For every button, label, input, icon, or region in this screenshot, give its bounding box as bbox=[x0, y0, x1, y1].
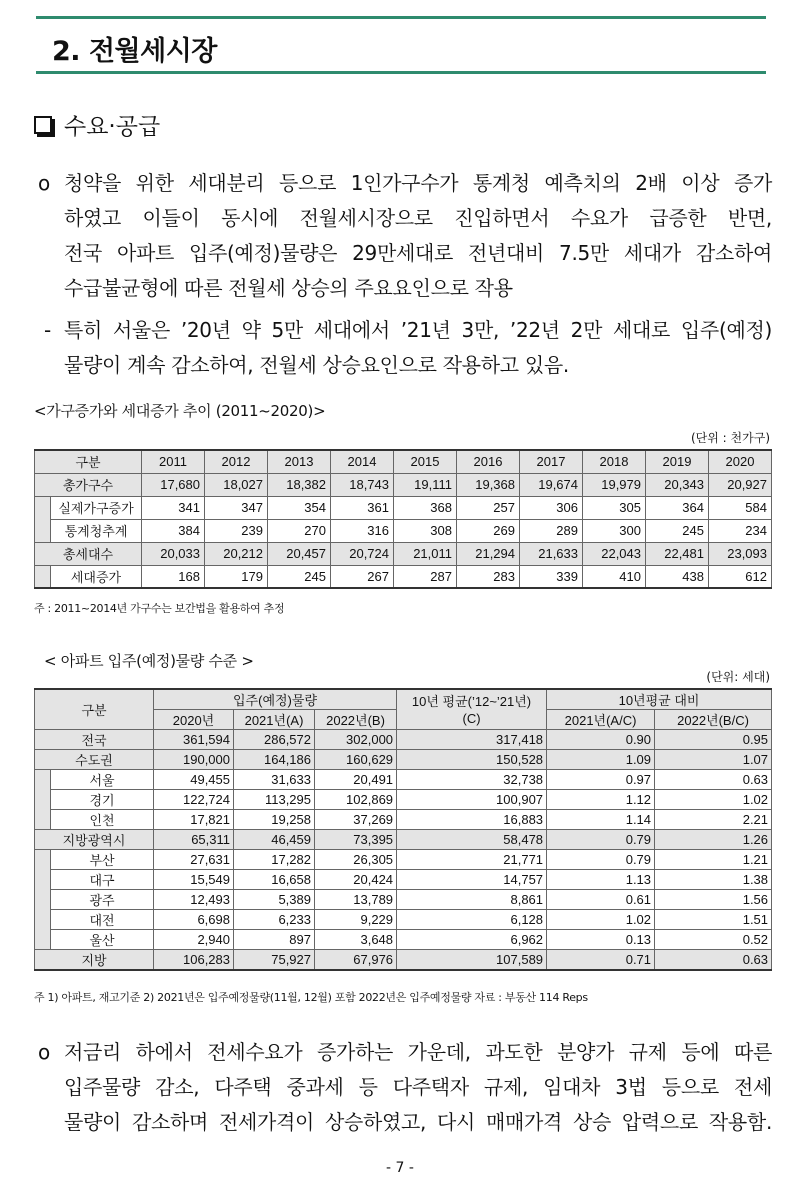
indent-cell bbox=[35, 496, 51, 519]
value-cell: 283 bbox=[457, 565, 520, 588]
table-row bbox=[35, 870, 772, 890]
value-cell: 102,869 bbox=[315, 790, 397, 810]
indent-cell bbox=[35, 890, 51, 910]
row-label: 부산 bbox=[51, 850, 154, 870]
value-cell: 300 bbox=[583, 519, 646, 542]
indent-cell bbox=[35, 850, 51, 870]
indent-cell bbox=[35, 910, 51, 930]
value-cell: 384 bbox=[142, 519, 205, 542]
table2-note: 주 1) 아파트, 재고기준 2) 2021년은 입주예정물량(11월, 12월) 포함 2022년은 입주예정물량 자료 : 부동산 114 Reps bbox=[34, 991, 588, 1004]
value-cell: 18,382 bbox=[268, 473, 331, 496]
table1-caption: <가구증가와 세대증가 추이 (2011~2020)> bbox=[34, 402, 326, 420]
value-cell: 21,294 bbox=[457, 542, 520, 565]
header-cell: 2017 bbox=[520, 450, 583, 473]
indent-cell bbox=[35, 930, 51, 950]
value-cell: 1.21 bbox=[655, 850, 772, 870]
value-cell: 19,674 bbox=[520, 473, 583, 496]
value-cell: 1.13 bbox=[547, 870, 655, 890]
header-cell: 2015 bbox=[394, 450, 457, 473]
row-label: 세대증가 bbox=[51, 565, 142, 588]
value-cell: 164,186 bbox=[234, 750, 315, 770]
value-cell: 73,395 bbox=[315, 830, 397, 850]
value-cell: 17,821 bbox=[154, 810, 234, 830]
value-cell: 339 bbox=[520, 565, 583, 588]
header-cell: 2019 bbox=[646, 450, 709, 473]
header-cell: 2022년(B/C) bbox=[655, 710, 772, 730]
row-label: 실제가구증가 bbox=[51, 496, 142, 519]
row-label: 총세대수 bbox=[35, 542, 142, 565]
row-label: 수도권 bbox=[35, 750, 154, 770]
value-cell: 612 bbox=[709, 565, 772, 588]
row-label: 지방광역시 bbox=[35, 830, 154, 850]
value-cell: 368 bbox=[394, 496, 457, 519]
row-label: 서울 bbox=[51, 770, 154, 790]
value-cell: 438 bbox=[646, 565, 709, 588]
table-row bbox=[35, 565, 772, 588]
value-cell: 0.95 bbox=[655, 730, 772, 750]
bullet-circle-icon: ο bbox=[38, 1040, 50, 1064]
value-cell: 286,572 bbox=[234, 730, 315, 750]
table-row bbox=[35, 473, 772, 496]
value-cell: 20,033 bbox=[142, 542, 205, 565]
value-cell: 234 bbox=[709, 519, 772, 542]
value-cell: 5,389 bbox=[234, 890, 315, 910]
row-label: 총가구수 bbox=[35, 473, 142, 496]
table-row bbox=[35, 496, 772, 519]
table-row bbox=[35, 519, 772, 542]
value-cell: 106,283 bbox=[154, 950, 234, 971]
header-cell: 2012 bbox=[205, 450, 268, 473]
row-label: 경기 bbox=[51, 790, 154, 810]
value-cell: 32,738 bbox=[397, 770, 547, 790]
indent-cell bbox=[35, 519, 51, 542]
header-cell: 2020 bbox=[709, 450, 772, 473]
header-cell: 2014 bbox=[331, 450, 394, 473]
value-cell: 347 bbox=[205, 496, 268, 519]
value-cell: 245 bbox=[646, 519, 709, 542]
paragraph-demand-supply bbox=[34, 166, 774, 306]
paragraph-line: 전국 아파트 입주(예정)물량은 29만세대로 전년대비 7.5만 세대가 감소하여 bbox=[64, 241, 772, 265]
value-cell: 19,979 bbox=[583, 473, 646, 496]
indent-cell bbox=[35, 790, 51, 810]
paragraph-line: 물량이 감소하며 전세가격이 상승하였고, 다시 매매가격 상승 압력으로 작용함. bbox=[64, 1110, 772, 1134]
value-cell: 364 bbox=[646, 496, 709, 519]
indent-cell bbox=[35, 565, 51, 588]
value-cell: 179 bbox=[205, 565, 268, 588]
value-cell: 19,368 bbox=[457, 473, 520, 496]
value-cell: 16,658 bbox=[234, 870, 315, 890]
value-cell: 0.79 bbox=[547, 830, 655, 850]
value-cell: 0.63 bbox=[655, 950, 772, 971]
value-cell: 1.38 bbox=[655, 870, 772, 890]
paragraph-seoul bbox=[34, 313, 774, 383]
value-cell: 1.02 bbox=[547, 910, 655, 930]
value-cell: 1.56 bbox=[655, 890, 772, 910]
value-cell: 113,295 bbox=[234, 790, 315, 810]
value-cell: 168 bbox=[142, 565, 205, 588]
value-cell: 14,757 bbox=[397, 870, 547, 890]
value-cell: 2.21 bbox=[655, 810, 772, 830]
value-cell: 21,771 bbox=[397, 850, 547, 870]
value-cell: 1.51 bbox=[655, 910, 772, 930]
table-row bbox=[35, 750, 772, 770]
row-label: 지방 bbox=[35, 950, 154, 971]
table-row bbox=[35, 770, 772, 790]
paragraph-line: 수급불균형에 따른 전월세 상승의 주요요인으로 작용 bbox=[64, 276, 513, 300]
value-cell: 190,000 bbox=[154, 750, 234, 770]
household-growth-table bbox=[34, 449, 772, 589]
value-cell: 410 bbox=[583, 565, 646, 588]
value-cell: 37,269 bbox=[315, 810, 397, 830]
indent-cell bbox=[35, 770, 51, 790]
table-row bbox=[35, 810, 772, 830]
value-cell: 897 bbox=[234, 930, 315, 950]
value-cell: 19,111 bbox=[394, 473, 457, 496]
value-cell: 0.90 bbox=[547, 730, 655, 750]
row-label: 광주 bbox=[51, 890, 154, 910]
value-cell: 27,631 bbox=[154, 850, 234, 870]
value-cell: 239 bbox=[205, 519, 268, 542]
value-cell: 20,424 bbox=[315, 870, 397, 890]
value-cell: 1.07 bbox=[655, 750, 772, 770]
value-cell: 0.97 bbox=[547, 770, 655, 790]
header-cell: 구분 bbox=[35, 689, 154, 730]
section-title-bar bbox=[36, 16, 766, 74]
paragraph-line: 청약을 위한 세대분리 등으로 1인가구수가 통계청 예측치의 2배 이상 증가 bbox=[64, 171, 772, 195]
value-cell: 270 bbox=[268, 519, 331, 542]
page-number: - 7 - bbox=[386, 1160, 414, 1176]
value-cell: 306 bbox=[520, 496, 583, 519]
table-row bbox=[35, 890, 772, 910]
table-row bbox=[35, 542, 772, 565]
value-cell: 0.71 bbox=[547, 950, 655, 971]
row-label: 인천 bbox=[51, 810, 154, 830]
row-label: 통계청추계 bbox=[51, 519, 142, 542]
header-cell bbox=[397, 689, 547, 730]
value-cell: 8,861 bbox=[397, 890, 547, 910]
header-cell: 2018 bbox=[583, 450, 646, 473]
table-row bbox=[35, 830, 772, 850]
header-ten-year-avg: 10년 평균(’12~’21년) bbox=[411, 693, 532, 709]
table-row bbox=[35, 730, 772, 750]
value-cell: 21,011 bbox=[394, 542, 457, 565]
section-title: 2. 전월세시장 bbox=[52, 36, 217, 67]
value-cell: 267 bbox=[331, 565, 394, 588]
table1-unit: (단위 : 천가구) bbox=[691, 431, 770, 445]
table-row bbox=[35, 950, 772, 971]
value-cell: 3,648 bbox=[315, 930, 397, 950]
value-cell: 6,698 bbox=[154, 910, 234, 930]
value-cell: 361 bbox=[331, 496, 394, 519]
paragraph-jeonse bbox=[34, 1035, 774, 1140]
value-cell: 354 bbox=[268, 496, 331, 519]
value-cell: 18,027 bbox=[205, 473, 268, 496]
table-row bbox=[35, 850, 772, 870]
value-cell: 20,212 bbox=[205, 542, 268, 565]
table2-caption: < 아파트 입주(예정)물량 수준 > bbox=[44, 652, 254, 670]
value-cell: 0.61 bbox=[547, 890, 655, 910]
value-cell: 122,724 bbox=[154, 790, 234, 810]
paragraph-line: 물량이 계속 감소하여, 전월세 상승요인으로 작용하고 있음. bbox=[64, 353, 569, 377]
value-cell: 26,305 bbox=[315, 850, 397, 870]
value-cell: 21,633 bbox=[520, 542, 583, 565]
value-cell: 23,093 bbox=[709, 542, 772, 565]
indent-cell bbox=[35, 870, 51, 890]
value-cell: 316 bbox=[331, 519, 394, 542]
table-row bbox=[35, 790, 772, 810]
value-cell: 1.26 bbox=[655, 830, 772, 850]
value-cell: 20,343 bbox=[646, 473, 709, 496]
header-cell: 입주(예정)물량 bbox=[154, 689, 397, 710]
value-cell: 361,594 bbox=[154, 730, 234, 750]
value-cell: 2,940 bbox=[154, 930, 234, 950]
value-cell: 20,927 bbox=[709, 473, 772, 496]
table-header-row bbox=[35, 689, 772, 710]
value-cell: 0.13 bbox=[547, 930, 655, 950]
value-cell: 12,493 bbox=[154, 890, 234, 910]
header-cell: 2021년(A) bbox=[234, 710, 315, 730]
value-cell: 49,455 bbox=[154, 770, 234, 790]
row-label: 대구 bbox=[51, 870, 154, 890]
value-cell: 1.09 bbox=[547, 750, 655, 770]
value-cell: 17,282 bbox=[234, 850, 315, 870]
value-cell: 0.63 bbox=[655, 770, 772, 790]
value-cell: 15,549 bbox=[154, 870, 234, 890]
value-cell: 20,457 bbox=[268, 542, 331, 565]
paragraph-line: 저금리 하에서 전세수요가 증가하는 가운데, 과도한 분양가 규제 등에 따른 bbox=[64, 1040, 772, 1064]
table-header-row bbox=[35, 450, 772, 473]
value-cell: 67,976 bbox=[315, 950, 397, 971]
value-cell: 17,680 bbox=[142, 473, 205, 496]
value-cell: 287 bbox=[394, 565, 457, 588]
value-cell: 6,128 bbox=[397, 910, 547, 930]
value-cell: 6,233 bbox=[234, 910, 315, 930]
bullet-circle-icon: ο bbox=[38, 171, 50, 195]
paragraph-line: 특히 서울은 ’20년 약 5만 세대에서 ’21년 3만, ’22년 2만 세대로 입주(예정) bbox=[64, 318, 772, 342]
apartment-supply-table bbox=[34, 688, 772, 971]
checkbox-square-icon bbox=[34, 116, 52, 134]
subheading bbox=[34, 108, 160, 141]
value-cell: 20,724 bbox=[331, 542, 394, 565]
value-cell: 22,043 bbox=[583, 542, 646, 565]
bullet-dash-icon: - bbox=[44, 318, 51, 342]
indent-cell bbox=[35, 810, 51, 830]
row-label: 대전 bbox=[51, 910, 154, 930]
value-cell: 75,927 bbox=[234, 950, 315, 971]
table-row bbox=[35, 930, 772, 950]
value-cell: 257 bbox=[457, 496, 520, 519]
value-cell: 160,629 bbox=[315, 750, 397, 770]
value-cell: 289 bbox=[520, 519, 583, 542]
table-row bbox=[35, 910, 772, 930]
value-cell: 1.02 bbox=[655, 790, 772, 810]
value-cell: 9,229 bbox=[315, 910, 397, 930]
value-cell: 13,789 bbox=[315, 890, 397, 910]
header-cell: 구분 bbox=[35, 450, 142, 473]
value-cell: 100,907 bbox=[397, 790, 547, 810]
value-cell: 20,491 bbox=[315, 770, 397, 790]
header-cell: 2013 bbox=[268, 450, 331, 473]
header-cell: 2022년(B) bbox=[315, 710, 397, 730]
value-cell: 18,743 bbox=[331, 473, 394, 496]
header-cell: 2016 bbox=[457, 450, 520, 473]
value-cell: 22,481 bbox=[646, 542, 709, 565]
value-cell: 1.14 bbox=[547, 810, 655, 830]
subheading-text: 수요‧공급 bbox=[64, 114, 161, 140]
value-cell: 0.79 bbox=[547, 850, 655, 870]
header-cell: 2021년(A/C) bbox=[547, 710, 655, 730]
value-cell: 269 bbox=[457, 519, 520, 542]
value-cell: 31,633 bbox=[234, 770, 315, 790]
value-cell: 58,478 bbox=[397, 830, 547, 850]
value-cell: 317,418 bbox=[397, 730, 547, 750]
value-cell: 0.52 bbox=[655, 930, 772, 950]
value-cell: 308 bbox=[394, 519, 457, 542]
value-cell: 245 bbox=[268, 565, 331, 588]
value-cell: 305 bbox=[583, 496, 646, 519]
table2-unit: (단위: 세대) bbox=[706, 670, 770, 684]
header-cell: 2020년 bbox=[154, 710, 234, 730]
header-cell: 2011 bbox=[142, 450, 205, 473]
value-cell: 16,883 bbox=[397, 810, 547, 830]
value-cell: 302,000 bbox=[315, 730, 397, 750]
value-cell: 1.12 bbox=[547, 790, 655, 810]
value-cell: 107,589 bbox=[397, 950, 547, 971]
header-cell: 10년평균 대비 bbox=[547, 689, 772, 710]
header-ten-year-avg-sub: (C) bbox=[462, 710, 481, 726]
value-cell: 341 bbox=[142, 496, 205, 519]
value-cell: 584 bbox=[709, 496, 772, 519]
value-cell: 65,311 bbox=[154, 830, 234, 850]
value-cell: 150,528 bbox=[397, 750, 547, 770]
value-cell: 6,962 bbox=[397, 930, 547, 950]
paragraph-line: 입주물량 감소, 다주택 중과세 등 다주택자 규제, 임대차 3법 등으로 전세 bbox=[64, 1075, 772, 1099]
row-label: 전국 bbox=[35, 730, 154, 750]
paragraph-line: 하였고 이들이 동시에 전월세시장으로 진입하면서 수요가 급증한 반면, bbox=[64, 206, 772, 230]
table1-note: 주 : 2011~2014년 가구수는 보간법을 활용하여 추정 bbox=[34, 602, 285, 615]
value-cell: 46,459 bbox=[234, 830, 315, 850]
value-cell: 19,258 bbox=[234, 810, 315, 830]
row-label: 울산 bbox=[51, 930, 154, 950]
